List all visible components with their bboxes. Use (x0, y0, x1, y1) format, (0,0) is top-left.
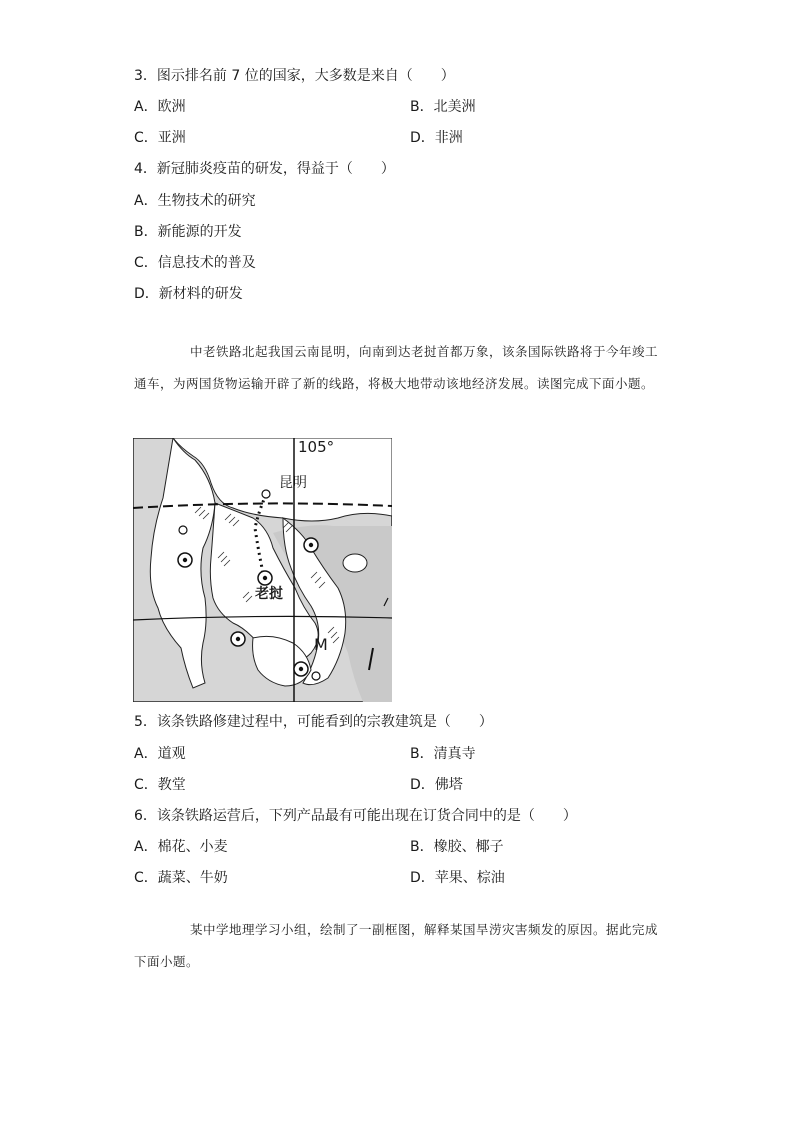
question-3-stem: 3．图示排名前 7 位的国家，大多数是来自（ ） (134, 68, 455, 84)
question-6-option-c: C．蔬菜、牛奶 (134, 870, 228, 886)
map-figure (133, 438, 392, 702)
question-4-option-c: C．信息技术的普及 (134, 255, 256, 271)
passage-flowchart: 某中学地理学习小组，绘制了一副框图，解释某国旱涝灾害频发的原因。据此完成下面小题。 (134, 922, 659, 969)
question-5-option-d: D．佛塔 (410, 777, 463, 793)
question-3-option-a: A．欧洲 (134, 99, 186, 115)
question-6-option-d: D．苹果、棕油 (410, 870, 505, 886)
map-m-label: M (314, 635, 328, 654)
question-4-option-a: A．生物技术的研究 (134, 193, 256, 209)
map-laos-label: 老挝 (255, 586, 283, 602)
question-3-option-b: B．北美洲 (410, 99, 476, 115)
map-longitude-label: 105° (298, 438, 335, 456)
question-4-option-d: D．新材料的研发 (134, 286, 243, 302)
question-5-option-a: A．道观 (134, 746, 186, 762)
question-6-stem: 6．该条铁路运营后，下列产品最有可能出现在订货合同中的是（ ） (134, 808, 577, 824)
question-5-stem: 5．该条铁路修建过程中，可能看到的宗教建筑是（ ） (134, 714, 493, 730)
passage-railway: 中老铁路北起我国云南昆明，向南到达老挝首都万象，该条国际铁路将于今年竣工通车，为两国货物运输开辟了新的线路，将极大地带动该地经济发展。读图完成下面小题。 (134, 344, 659, 391)
map-kunming-label: 昆明 (279, 475, 307, 491)
question-6-option-b: B．橡胶、椰子 (410, 839, 504, 855)
question-3-option-d: D．非洲 (410, 130, 463, 146)
question-6-option-a: A．棉花、小麦 (134, 839, 228, 855)
question-4-option-b: B．新能源的开发 (134, 224, 242, 240)
question-3-option-c: C．亚洲 (134, 130, 186, 146)
question-4-stem: 4．新冠肺炎疫苗的研发，得益于（ ） (134, 161, 395, 177)
question-5-option-c: C．教堂 (134, 777, 186, 793)
question-5-option-b: B．清真寺 (410, 746, 476, 762)
